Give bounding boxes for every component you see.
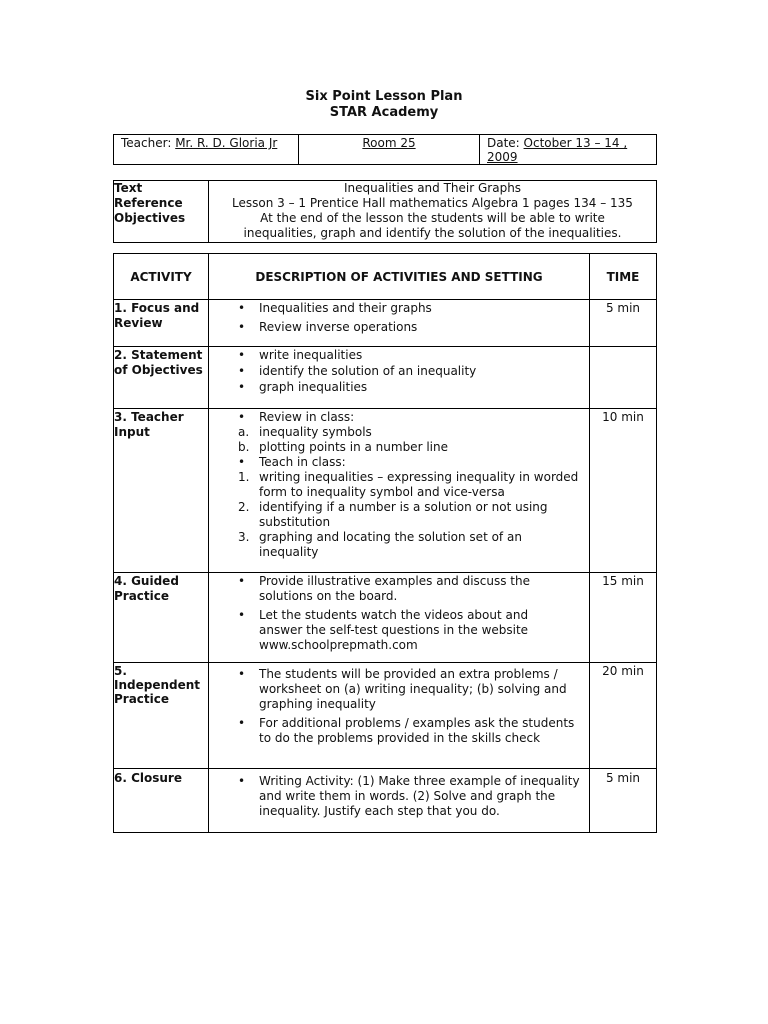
teacher-label: Teacher: bbox=[121, 136, 176, 150]
time-cell: 15 min bbox=[590, 573, 657, 663]
date-label: Date: bbox=[487, 136, 524, 150]
page-title: Six Point Lesson Plan bbox=[305, 89, 463, 104]
list-item: • For additional problems / examples ask the students to do the problems provided in the skills check bbox=[238, 716, 575, 745]
reference-table bbox=[113, 180, 657, 243]
list-item: • Review inverse operations bbox=[238, 320, 418, 334]
info-table bbox=[113, 134, 657, 165]
time-header: TIME bbox=[590, 254, 657, 300]
room-cell bbox=[299, 135, 480, 165]
time-cell: 5 min bbox=[590, 769, 657, 833]
list-item: • Teach in class: bbox=[238, 455, 346, 469]
list-item: 1. writing inequalities – expressing inequality in worded form to inequality symbol and vice-versa bbox=[238, 470, 579, 499]
page-subtitle: STAR Academy bbox=[329, 105, 439, 120]
table-row bbox=[114, 663, 657, 769]
objectives-label-cell bbox=[114, 211, 209, 243]
activity-line: 1. Focus and bbox=[114, 301, 200, 315]
date-value: October 13 – 14 , 2009 bbox=[487, 136, 628, 164]
list-item: • The students will be provided an extra problems / worksheet on (a) writing inequality; (b) solving and graphing inequality bbox=[238, 667, 567, 711]
list-item: • Writing Activity: (1) Make three example of inequality and write them in words. (2) Solve and graph the inequality. Justify each step that you do. bbox=[238, 774, 580, 818]
list-item: • Inequalities and their graphs bbox=[238, 301, 432, 315]
activity-cell bbox=[114, 769, 209, 833]
room-number: Room 25 bbox=[362, 136, 416, 150]
list-item: b. plotting points in a number line bbox=[238, 440, 448, 454]
activity-line: Practice bbox=[114, 692, 170, 706]
reference-value-cell bbox=[209, 181, 657, 212]
table-row bbox=[114, 347, 657, 409]
list-item: a. inequality symbols bbox=[238, 425, 372, 439]
date-cell bbox=[480, 135, 657, 165]
description-cell bbox=[209, 769, 590, 833]
list-item: • Review in class: bbox=[238, 410, 355, 424]
objectives-value-cell bbox=[209, 211, 657, 243]
list-item: 2. identifying if a number is a solution or not using substitution bbox=[238, 500, 548, 529]
teacher-cell bbox=[114, 135, 299, 165]
list-item: 3. graphing and locating the solution set of an inequality bbox=[238, 530, 522, 559]
activity-line: of Objectives bbox=[114, 363, 203, 377]
topic-title: Inequalities and Their Graphs bbox=[343, 181, 522, 195]
activity-cell bbox=[114, 573, 209, 663]
activity-cell bbox=[114, 300, 209, 347]
reference-label-cell bbox=[114, 181, 209, 212]
activities-table bbox=[113, 253, 657, 833]
description-cell bbox=[209, 663, 590, 769]
lesson-reference: Lesson 3 – 1 Prentice Hall mathematics Algebra 1 pages 134 – 135 bbox=[232, 196, 633, 210]
activity-header: ACTIVITY bbox=[114, 254, 209, 300]
table-row bbox=[114, 769, 657, 833]
list-item: • Let the students watch the videos about and answer the self-test questions in the website www.schoolprepmath.com bbox=[238, 608, 529, 652]
activity-line: 3. Teacher bbox=[114, 410, 184, 424]
activity-line: Practice bbox=[114, 589, 170, 603]
time-cell: 10 min bbox=[590, 409, 657, 573]
activity-cell bbox=[114, 663, 209, 769]
teacher-name: Mr. R. D. Gloria Jr bbox=[175, 136, 278, 150]
description-cell bbox=[209, 347, 590, 409]
description-header: DESCRIPTION OF ACTIVITIES AND SETTING bbox=[209, 254, 590, 300]
activity-line: 5. bbox=[114, 664, 127, 678]
objective-line-2: inequalities, graph and identify the solution of the inequalities. bbox=[243, 226, 622, 240]
activity-line: 2. Statement bbox=[114, 348, 203, 362]
activity-line: Review bbox=[114, 316, 163, 330]
activity-cell bbox=[114, 409, 209, 573]
table-row bbox=[114, 300, 657, 347]
objectives-label: Objectives bbox=[114, 211, 186, 225]
time-cell bbox=[590, 347, 657, 409]
activity-line: 6. Closure bbox=[114, 771, 182, 785]
reference-label: Reference bbox=[114, 196, 183, 210]
list-item: • Provide illustrative examples and discuss the solutions on the board. bbox=[238, 574, 531, 603]
text-label: Text bbox=[114, 181, 143, 195]
description-cell bbox=[209, 300, 590, 347]
activity-line: 4. Guided bbox=[114, 574, 179, 588]
activity-line: Independent bbox=[114, 678, 201, 692]
time-cell: 20 min bbox=[590, 663, 657, 769]
activity-line: Input bbox=[114, 425, 150, 439]
time-cell: 5 min bbox=[590, 300, 657, 347]
activities-header-row bbox=[114, 254, 657, 300]
table-row bbox=[114, 573, 657, 663]
list-item: • identify the solution of an inequality bbox=[238, 364, 477, 378]
list-item: • write inequalities bbox=[238, 348, 363, 362]
table-row bbox=[114, 409, 657, 573]
activity-cell bbox=[114, 347, 209, 409]
objective-line-1: At the end of the lesson the students will be able to write bbox=[260, 211, 605, 225]
description-cell bbox=[209, 573, 590, 663]
description-cell bbox=[209, 409, 590, 573]
list-item: • graph inequalities bbox=[238, 380, 368, 394]
